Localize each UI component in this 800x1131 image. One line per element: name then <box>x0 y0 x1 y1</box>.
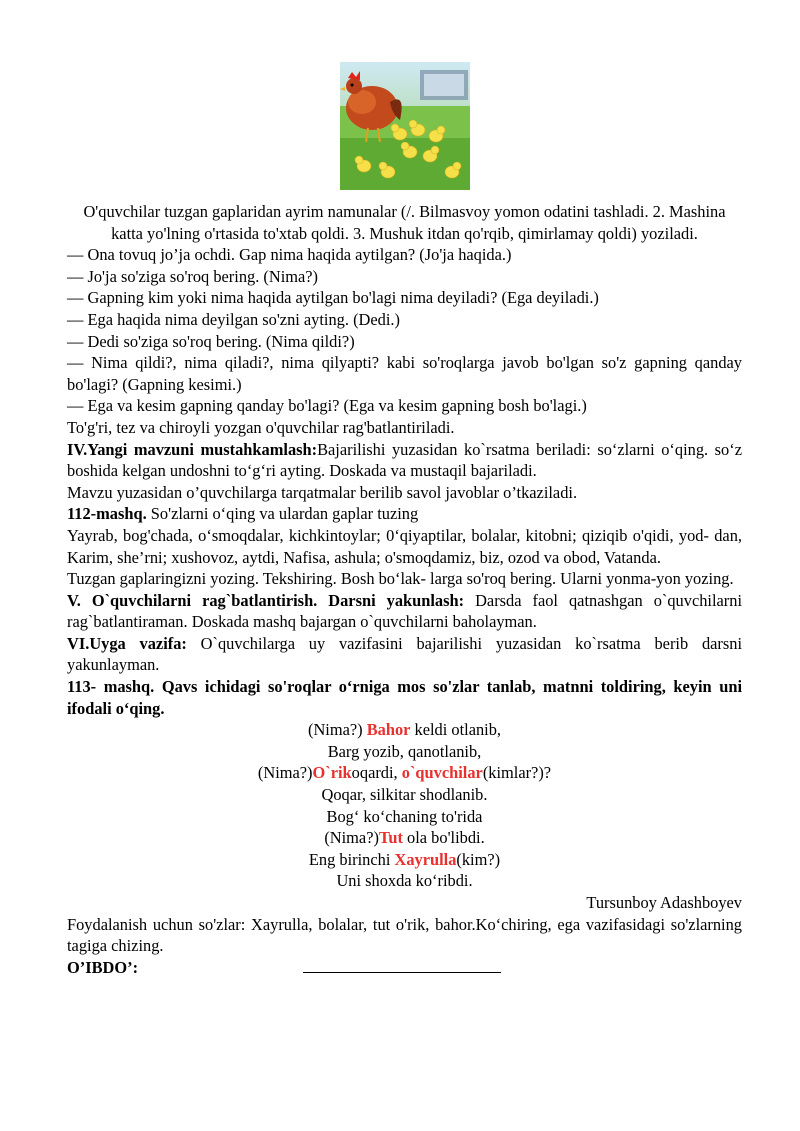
section-4-heading: IV.Yangi mavzuni mustahkamlash: <box>67 439 318 459</box>
dialogue-line: — Ega va kesim gapning qanday bo'lagi? (Ega va kesim gapning bosh bo'lagi.) <box>67 396 587 416</box>
poem-line: (Nima?)Tut ola bo'libdi. <box>324 828 485 848</box>
poem-line: Uni shoxda ko‘ribdi. <box>336 871 473 891</box>
dialogue-line: — Jo'ja so'ziga so'roq bering. (Nima?) <box>67 266 319 286</box>
dialogue-line: — Ega haqida nima deyilgan so'zni ayting. (Dedi.) <box>67 309 400 329</box>
section-4-paragraph <box>67 439 742 482</box>
dialogue-line: — Nima qildi?, nima qiladi?, nima qilyapti? kabi so'roqlarga javob bo'lgan so'z gapning qanday bo'lagi? (Gapning kesimi.) <box>67 353 742 394</box>
dialogue-line: — Dedi so'ziga so'roq bering. (Nima qildi?) <box>67 331 355 351</box>
dialogue-list <box>67 244 742 417</box>
footer-line <box>67 957 742 979</box>
poem-answer-word: Bahor <box>366 720 411 740</box>
section-6-text: O`quvchilarga uy vazifasini bajarilishi yuzasidan ko`rsatma berib darsni yakunlayman. <box>67 633 742 675</box>
section-6-heading: VI.Uyga vazifa: <box>67 633 187 653</box>
intro-paragraph: O'quvchilar tuzgan gaplaridan ayrim namunalar (/. Bilmasvoy yomon odatini tashladi. 2. Mashina katta yo'lning o'rtasida to'xtab qoldi. 3. Mushuk itdan qo'rqib, qimirlamay qoldi) yoziladi. <box>83 202 726 243</box>
footer-label: O’IBDO’: <box>67 957 139 977</box>
exercise-112-heading: 112-mashq. <box>67 504 147 524</box>
document-body <box>67 201 742 978</box>
exercise-113-heading: 113- mashq. Qavs ichidagi so'roqlar o‘rniga mos so'zlar tanlab, matnni toldiring, keyin uni ifodali o‘qing. <box>67 677 742 718</box>
poem-author: Tursunboy Adashboyev <box>586 893 742 912</box>
section-5-text: Darsda faol qatnashgan o`quvchilarni rag`batlantiraman. Doskada mashq bajargan o`quvchilarni baholayman. <box>67 590 743 632</box>
exercise-112-instruction: Tuzgan gaplaringizni yozing. Tekshiring. Bosh bo‘lak- larga so'roq bering. Ularni yonma-yon yozing. <box>67 569 734 589</box>
dialogue-line: — Gapning kim yoki nima haqida aytilgan bo'lagi nima deyiladi? (Ega deyiladi.) <box>67 288 599 308</box>
poem-line: Eng birinchi Xayrulla(kim?) <box>308 849 501 869</box>
poem-answer-word: Tut <box>378 828 403 848</box>
section-6-paragraph <box>67 633 742 676</box>
section-4-line-2: Mavzu yuzasidan o’quvchilarga tarqatmalar berilib savol javoblar o’tkaziladi. <box>67 482 578 502</box>
exercise-112-words: Yayrab, bog'chada, o‘smoqdalar, kichkintoylar; 0‘qiyaptilar, bolalar, kitobni; qiziqib o'qidi, yod- dan, Karim, she’rni; xushovoz, aytdi, Nafisa, ashula; o'smoqdamiz, biz, ozod va obod, Vatanda. <box>67 525 742 567</box>
signature-line <box>303 958 501 973</box>
poem-line: Bog‘ ko‘chaning to'rida <box>326 806 483 826</box>
hen-and-chicks-illustration <box>340 62 470 190</box>
poem-answer-word: O`rik <box>312 763 352 783</box>
dialogue-line: — Ona tovuq jo’ja ochdi. Gap nima haqida aytilgan? (Jo'ja haqida.) <box>67 245 512 265</box>
exercise-112-task: So'zlarni o‘qing va ulardan gaplar tuzing <box>146 504 419 524</box>
section-4-text: Bajarilishi yuzasidan ko`rsatma beriladi: so‘zlarni o‘qing. so‘z boshida kelgan undoshni to‘g‘ri ayting. Doskada va mustaqil bajariladi. <box>67 439 742 481</box>
section-5-paragraph <box>67 590 742 633</box>
poem-answer-word: Xayrulla <box>394 849 457 869</box>
exercise-112-title <box>67 503 742 525</box>
poem-line: Qoqar, silkitar shodlanib. <box>321 785 488 805</box>
poem-line: (Nima?)O`rikoqardi, o`quvchilar(kimlar?)? <box>257 763 552 783</box>
helper-words: Foydalanish uchun so'zlar: Xayrulla, bolalar, tut o'rik, bahor.Ko‘chiring, ega vazifasidagi so'zlarning tagiga chizing. <box>67 914 742 956</box>
poem <box>67 719 742 892</box>
poem-answer-word: o`quvchilar <box>401 763 483 783</box>
poem-line: (Nima?) Bahor keldi otlanib, <box>307 720 502 740</box>
section-5-heading: V. O`quvchilarni rag`batlantirish. Darsni yakunlash: <box>67 590 465 610</box>
praise-line: To'g'ri, tez va chiroyli yozgan o'quvchilar rag'batlantiriladi. <box>67 417 455 437</box>
poem-line: Barg yozib, qanotlanib, <box>327 741 482 761</box>
